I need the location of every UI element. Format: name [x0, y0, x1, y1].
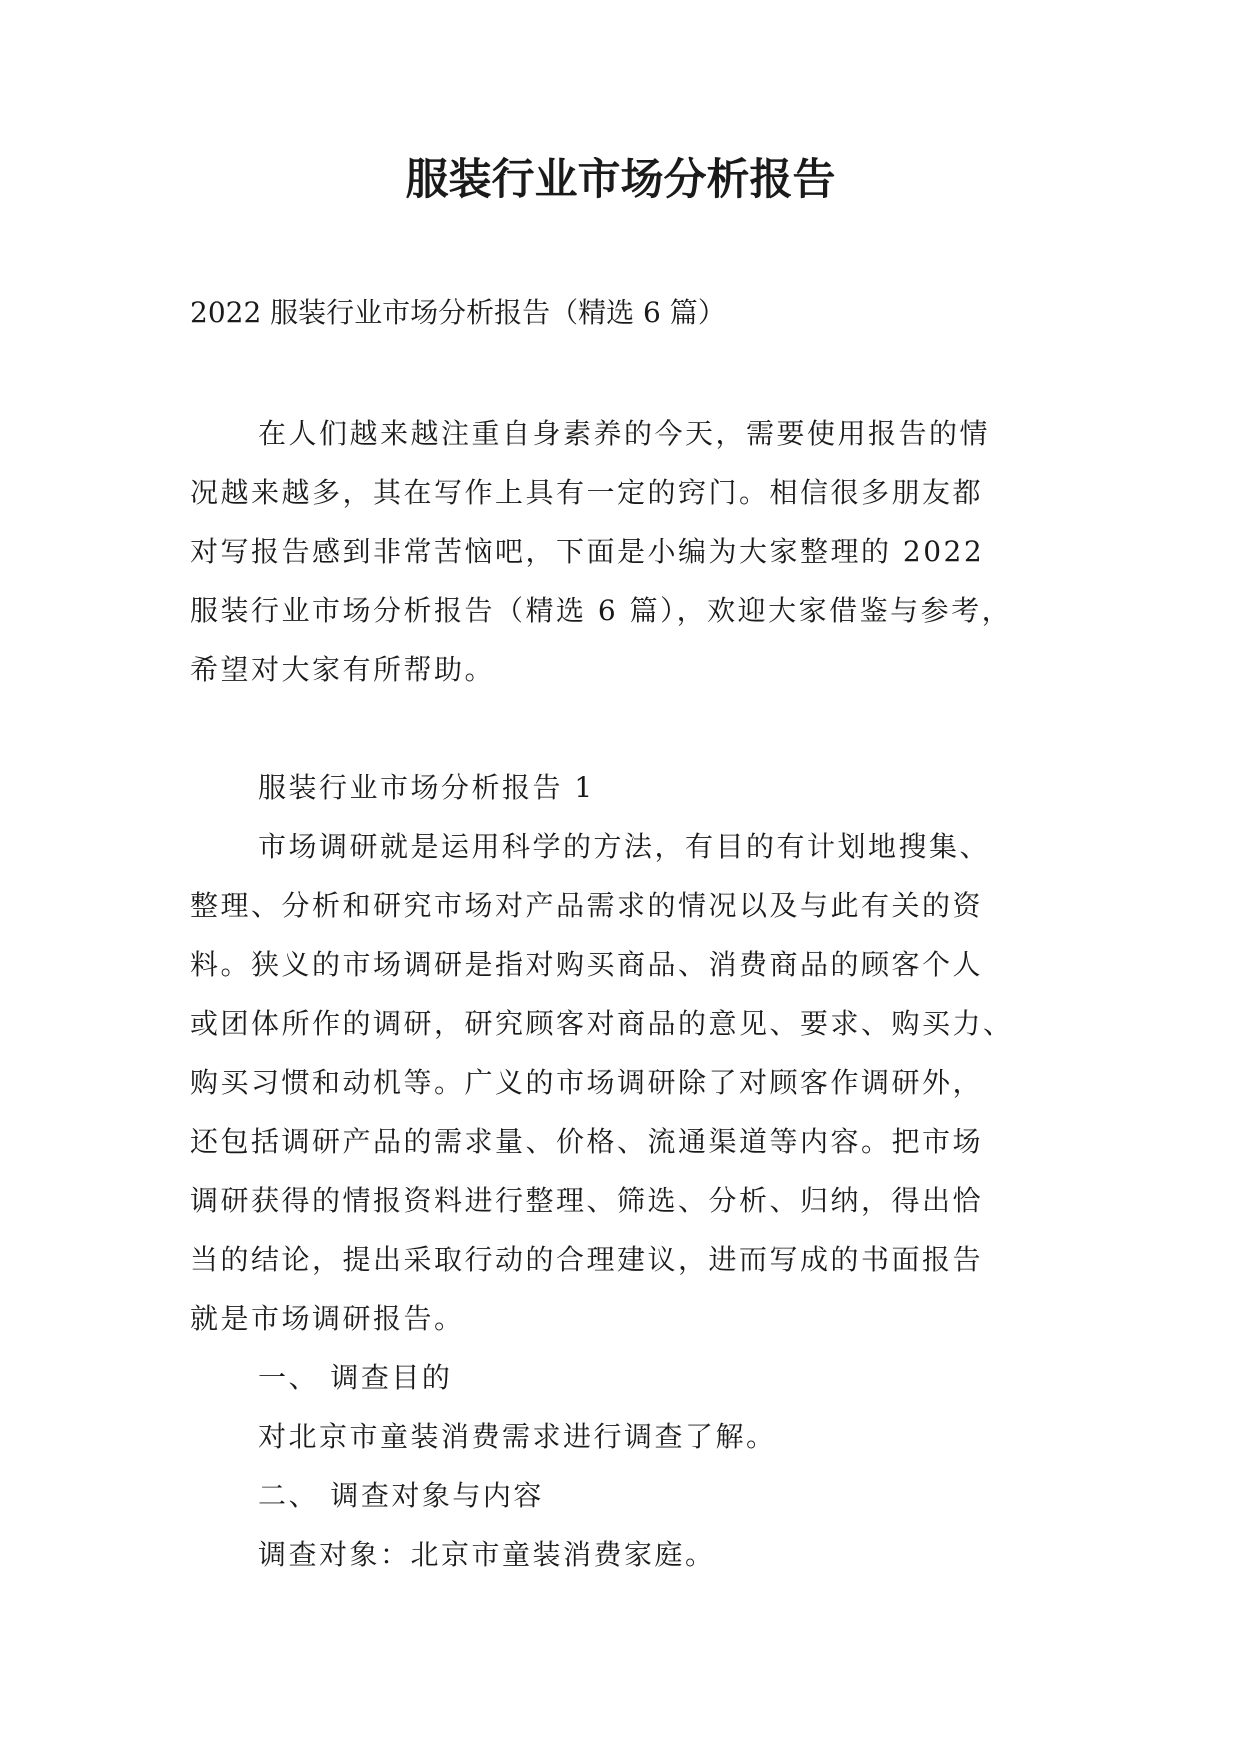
intro-line: 在人们越来越注重自身素养的今天，需要使用报告的情 — [258, 417, 991, 450]
section-heading: 服装行业市场分析报告 1 — [258, 771, 595, 804]
intro-line: 希望对大家有所帮助。 — [190, 653, 496, 686]
body-line: 就是市场调研报告。 — [190, 1302, 465, 1335]
document-subtitle: 2022 服装行业市场分析报告（精选 6 篇） — [190, 296, 726, 329]
list-heading: 一、 调查目的 — [258, 1361, 453, 1394]
body-line: 或团体所作的调研，研究顾客对商品的意见、要求、购买力、 — [190, 1007, 1014, 1040]
body-line: 调研获得的情报资料进行整理、筛选、分析、归纳，得出恰 — [190, 1184, 984, 1217]
body-line: 调查对象：北京市童装消费家庭。 — [258, 1538, 716, 1571]
body-line: 还包括调研产品的需求量、价格、流通渠道等内容。把市场 — [190, 1125, 984, 1158]
intro-paragraph — [190, 404, 1060, 699]
body-line: 料。狭义的市场调研是指对购买商品、消费商品的顾客个人 — [190, 948, 984, 981]
list-heading: 二、 调查对象与内容 — [258, 1479, 544, 1512]
body-line: 市场调研就是运用科学的方法，有目的有计划地搜集、 — [258, 830, 991, 863]
body-line: 当的结论，提出采取行动的合理建议，进而写成的书面报告 — [190, 1243, 984, 1276]
document-title: 服装行业市场分析报告 — [405, 155, 836, 205]
intro-line: 对写报告感到非常苦恼吧，下面是小编为大家整理的 2022 — [190, 535, 985, 568]
intro-line: 况越来越多，其在写作上具有一定的窍门。相信很多朋友都 — [190, 476, 984, 509]
section-1 — [190, 758, 1060, 1584]
body-line: 整理、分析和研究市场对产品需求的情况以及与此有关的资 — [190, 889, 984, 922]
body-line: 购买习惯和动机等。广义的市场调研除了对顾客作调研外， — [190, 1066, 984, 1099]
intro-line: 服装行业市场分析报告（精选 6 篇），欢迎大家借鉴与参考， — [190, 594, 1013, 627]
body-line: 对北京市童装消费需求进行调查了解。 — [258, 1420, 777, 1453]
